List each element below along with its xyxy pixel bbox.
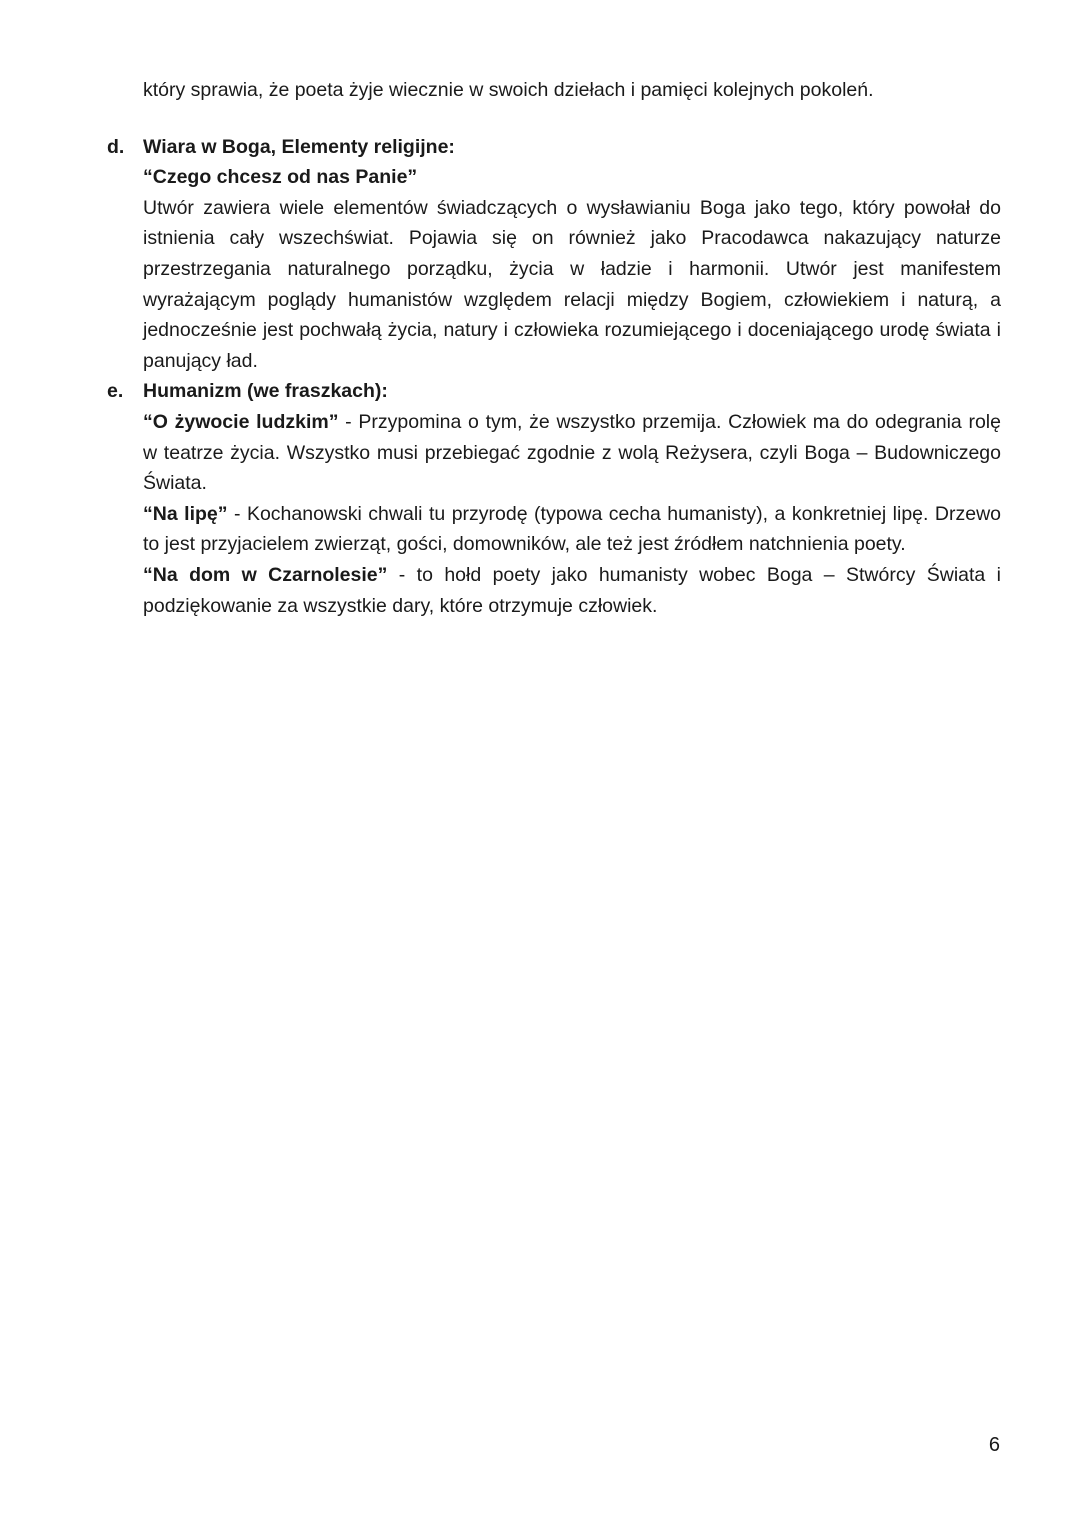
- poem-title: “O żywocie ludzkim”: [143, 410, 339, 433]
- section-title: Wiara w Boga, Elementy religijne:: [143, 135, 455, 158]
- continued-paragraph: który sprawia, że poeta żyje wiecznie w swoich dziełach i pamięci kolejnych pokoleń.: [143, 79, 874, 101]
- poem-description: - Kochanowski chwali tu przyrodę (typowa cecha humanisty), a konkretniej lipę. Drzewo to jest przyjacielem zwierząt, gości, domowników, ale też jest źródłem natchnienia poety.: [143, 502, 1001, 556]
- page-number: 6: [988, 1434, 1000, 1456]
- poem-description: - Przypomina o tym, że wszystko przemija. Człowiek ma do odegrania rolę w teatrze życia. Wszystko musi przebiegać zgodnie z wolą Reżysera, czyli Boga – Budowniczego Świata.: [143, 410, 1001, 495]
- section-paragraph: Utwór zawiera wiele elementów świadczących o wysławianiu Boga jako tego, który powołał do istnienia cały wszechświat. Pojawia się on również jako Pracodawca nakazujący naturze przestrzegania naturalnego porządku, życia w ładzie i harmonii. Utwór jest manifestem wyrażającym poglądy humanistów względem relacji między Bogiem, człowiekiem i naturą, a jednocześnie jest pochwałą życia, natury i człowieka rozumiejącego i doceniającego urodę świata i panujący ład.: [143, 196, 1001, 372]
- section-heading: [107, 132, 1001, 163]
- poem-entry-na-dom: [143, 560, 1001, 621]
- poem-title: “Na lipę”: [143, 502, 228, 525]
- poem-entry-o-zywocie: [143, 407, 1001, 499]
- section-heading: [107, 376, 1001, 407]
- poem-description: - to hołd poety jako humanisty wobec Boga – Stwórcy Świata i podziękowanie za wszystkie dary, które otrzymuje człowiek.: [143, 563, 1001, 617]
- section-title: Humanizm (we fraszkach):: [143, 380, 388, 403]
- section-e: [107, 376, 1001, 621]
- section-d: [107, 132, 1001, 377]
- list-marker: e.: [107, 380, 124, 403]
- work-title: “Czego chcesz od nas Panie”: [143, 166, 418, 189]
- poem-entry-na-lipe: [143, 499, 1001, 560]
- page-content: [107, 75, 1001, 621]
- poem-title: “Na dom w Czarnolesie”: [143, 563, 388, 586]
- spacer: [143, 106, 1001, 132]
- list-marker: d.: [107, 135, 125, 158]
